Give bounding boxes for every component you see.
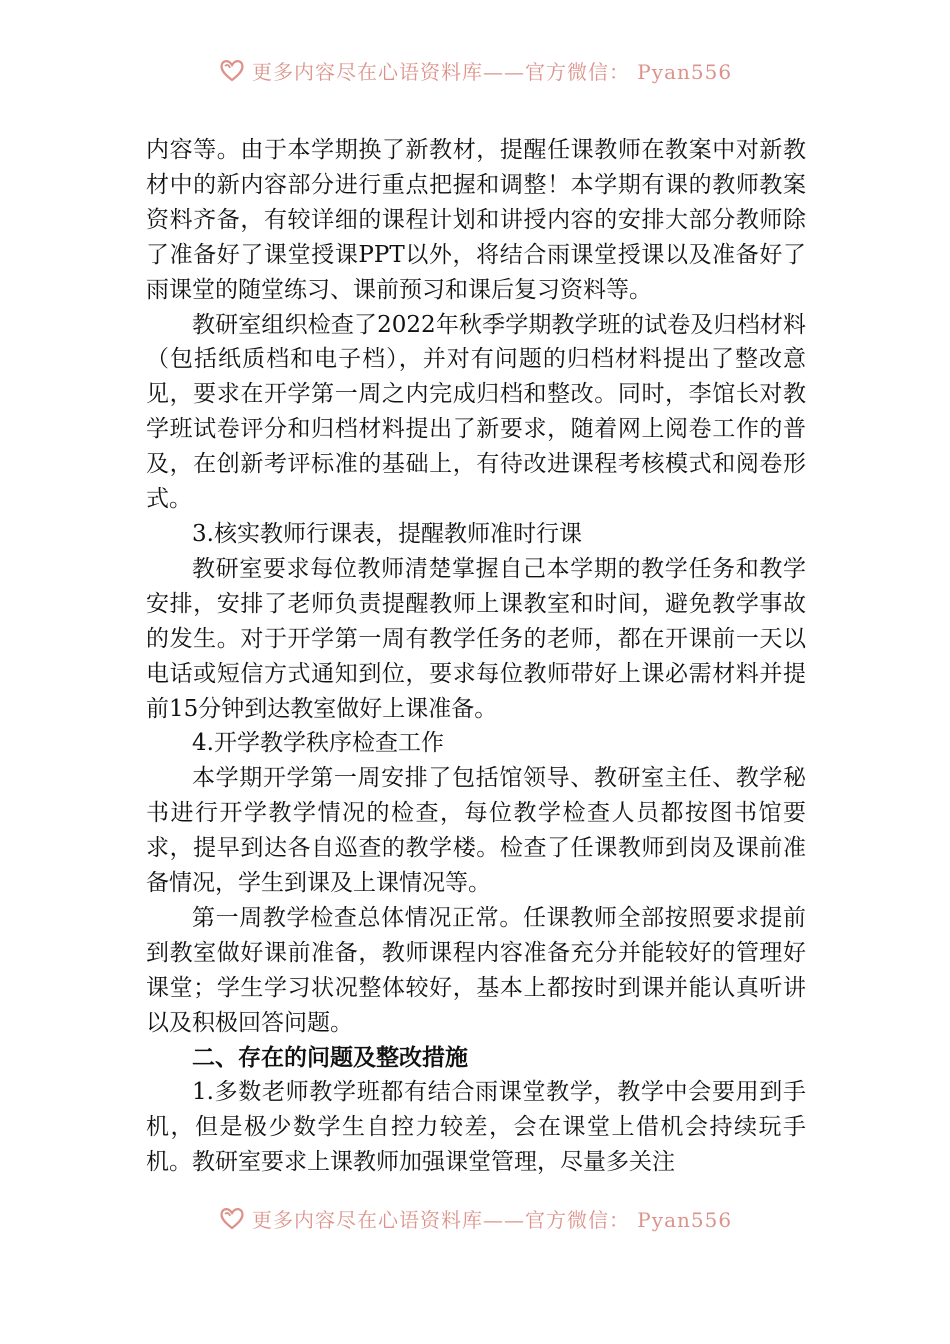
watermark-text: 更多内容尽在心语资料库——官方微信： Pyan556 <box>251 1207 733 1232</box>
watermark-footer <box>0 1198 950 1238</box>
subheading-order-check: 4.开学教学秩序检查工作 <box>192 730 444 757</box>
paragraph-archive-check: 教研室组织检查了2022年秋季学期教学班的试卷及归档材料（包括纸质档和电子档），并对有问题的归档材料提出了整改意见，要求在开学第一周之内完成归档和整改。同时，李馆长对教学班试卷评分和归档材料提出了新要求，随着网上阅卷工作的普及，在创新考评标准的基础上，有待改进课程考核模式和阅卷形式。 <box>146 311 806 513</box>
section-heading-problems: 二、存在的问题及整改措施 <box>192 1044 468 1071</box>
subheading-timetable: 3.核实教师行课表，提醒教师准时行课 <box>192 520 582 547</box>
watermark-header <box>0 50 950 90</box>
watermark-text: 更多内容尽在心语资料库——官方微信： Pyan556 <box>251 59 733 84</box>
heart-logo-icon <box>218 1204 246 1232</box>
paragraph-order-check: 本学期开学第一周安排了包括馆领导、教研室主任、教学秘书进行开学教学情况的检查，每位教学检查人员都按图书馆要求，提早到达各自巡查的教学楼。检查了任课教师到岗及课前准备情况，学生到课及上课情况等。 <box>146 765 806 897</box>
paragraph-phone-issue: 1.多数老师教学班都有结合雨课堂教学，教学中会要用到手机，但是极少数学生自控力较差，会在课堂上借机会持续玩手机。教研室要求上课教师加强课堂管理，尽量多关注 <box>146 1079 806 1176</box>
paragraph-timetable: 教研室要求每位教师清楚掌握自己本学期的教学任务和教学安排，安排了老师负责提醒教师上课教室和时间，避免教学事故的发生。对于开学第一周有教学任务的老师，都在开课前一天以电话或短信方式通知到位，要求每位教师带好上课必需材料并提前15分钟到达教室做好上课准备。 <box>146 555 806 722</box>
heart-logo-icon <box>218 56 246 84</box>
paragraph-continued: 内容等。由于本学期换了新教材，提醒任课教师在教案中对新教材中的新内容部分进行重点把握和调整！本学期有课的教师教案资料齐备，有较详细的课程计划和讲授内容的安排大部分教师除了准备好了课堂授课PPT以外，将结合雨课堂授课以及准备好了雨课堂的随堂练习、课前预习和课后复习资料等。 <box>146 137 806 303</box>
paragraph-first-week-summary: 第一周教学检查总体情况正常。任课教师全部按照要求提前到教室做好课前准备，教师课程内容准备充分并能较好的管理好课堂；学生学习状况整体较好，基本上都按时到课并能认真听讲以及积极回答问题。 <box>146 904 806 1036</box>
document-body <box>146 133 806 1180</box>
